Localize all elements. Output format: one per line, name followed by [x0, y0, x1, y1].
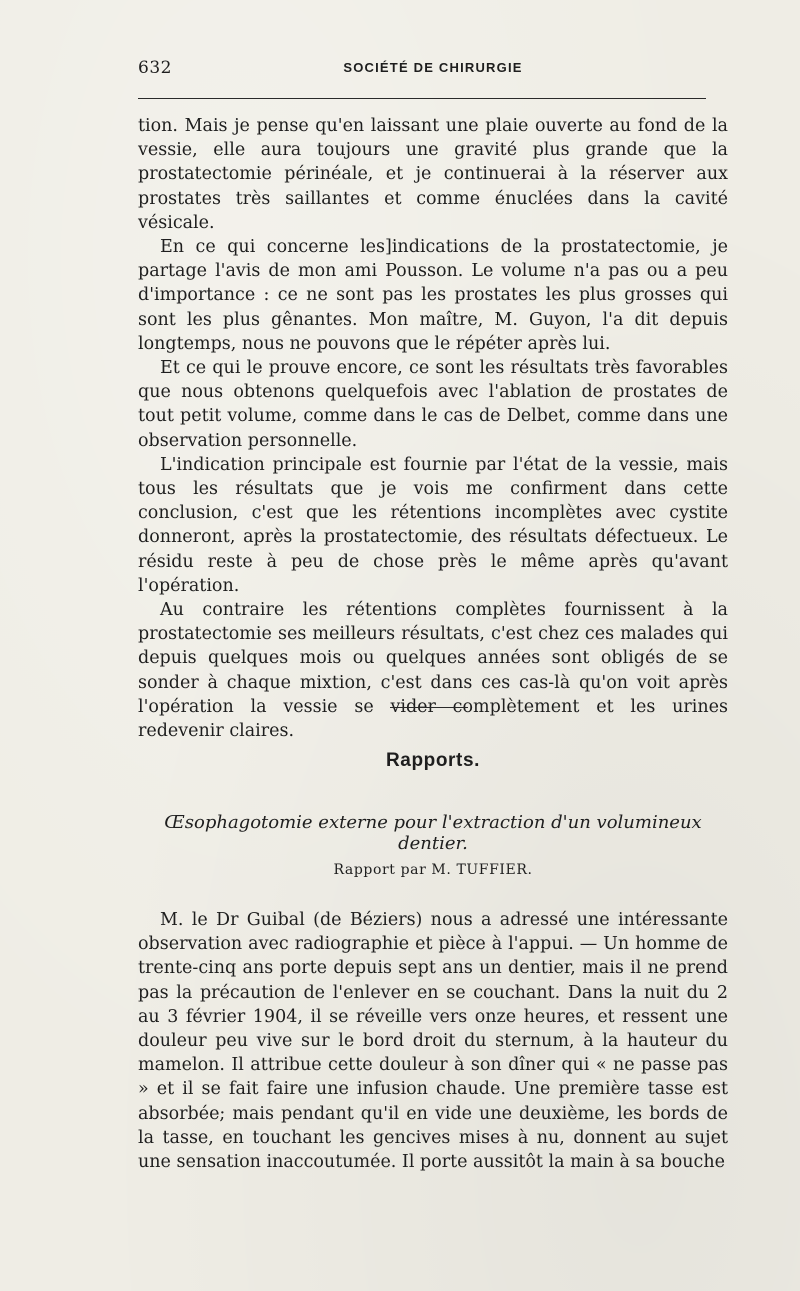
body-text [138, 114, 728, 743]
header-rule [138, 98, 706, 99]
paragraph: Et ce qui le prouve encore, ce sont les résultats très favorables que nous obtenons quelquefois avec l'ablation de prostates de tout petit volume, comme dans le cas de Delbet, comme dans une observation personnelle. [138, 358, 728, 451]
report-author: Rapport par M. TUFFIER. [333, 862, 533, 878]
page-header [138, 58, 728, 82]
paragraph: M. le Dr Guibal (de Béziers) nous a adressé une intéressante observation avec radiographie et pièce à l'appui. — Un homme de trente-cinq ans porte depuis sept ans un dentier, mais il ne prend pas la précaution de l'enlever en se couchant. Dans la nuit du 2 au 3 février 1904, il se réveille vers onze heures, et ressent une douleur peu vive sur le bord droit du sternum, à la hauteur du mamelon. Il attribue cette douleur à son dîner qui « ne passe pas » et il se fait faire une infusion chaude. Une première tasse est absorbée; mais pendant qu'il en vide une deuxième, les bords de la tasse, en touchant les gencives mises à nu, donnent au sujet une sensation inaccoutumée. Il porte aussitôt la main à sa bouche [138, 910, 728, 1173]
paragraph: En ce qui concerne les]indications de la prostatectomie, je partage l'avis de mon ami Pousson. Le volume n'a pas ou a peu d'importance : ce ne sont pas les prostates les plus grosses qui sont les plus gênantes. Mon maître, M. Guyon, l'a dit depuis longtemps, nous ne pouvons que le répéter après lui. [138, 237, 728, 354]
article-title: Œsophagotomie externe pour l'extraction d'un volumineux dentier. [164, 812, 702, 854]
section-divider [390, 707, 468, 708]
paragraph: Au contraire les rétentions complètes fournissent à la prostatectomie ses meilleurs résultats, c'est chez ces malades qui depuis quelques mois ou quelques années sont obligés de se sonder à chaque mixtion, c'est dans ces cas-là qu'on voit après l'opération la vessie se vider complètement et les urines redevenir claires. [138, 600, 728, 742]
running-title: SOCIÉTÉ DE CHIRURGIE [343, 60, 523, 75]
page-number: 632 [138, 58, 172, 78]
section-title: Rapports. [385, 750, 481, 771]
paragraph: tion. Mais je pense qu'en laissant une plaie ouverte au fond de la vessie, elle aura toujours une gravité plus grande que la prostatectomie périnéale, et je continuerai à la réserver aux prostates très saillantes et comme énuclées dans la cavité vésicale. [138, 116, 728, 233]
report-body [138, 908, 728, 1174]
paragraph: L'indication principale est fournie par l'état de la vessie, mais tous les résultats que je vois me confirment dans cette conclusion, c'est que les rétentions incomplètes avec cystite donneront, après la prostatectomie, des résultats défectueux. Le résidu reste à peu de chose près le même après qu'avant l'opération. [138, 454, 728, 596]
